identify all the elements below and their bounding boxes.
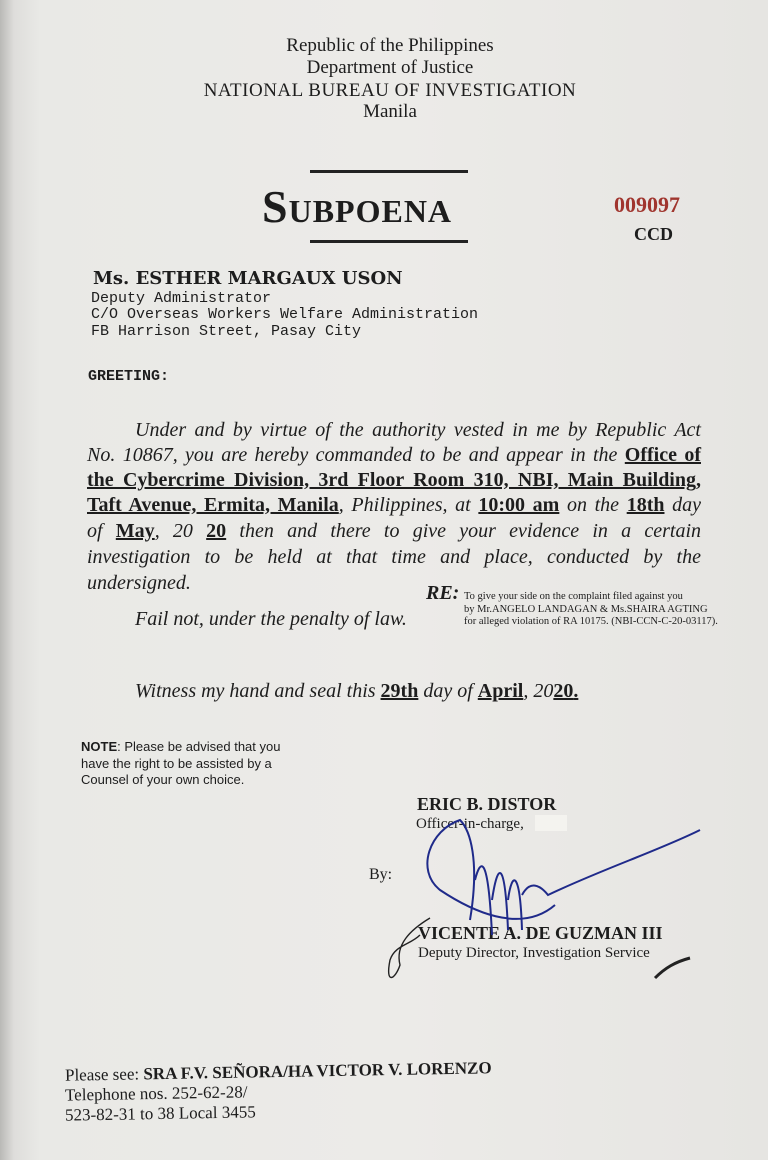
deputy-name: VICENTE A. DE GUZMAN III bbox=[418, 923, 663, 943]
body-text: , 20 bbox=[154, 520, 207, 542]
office-location: Office of bbox=[624, 444, 701, 466]
control-number: 009097 bbox=[614, 192, 680, 217]
header-republic: Republic of the Philippines bbox=[286, 35, 494, 56]
header-city: Manila bbox=[363, 101, 417, 122]
note-label: NOTE bbox=[81, 739, 118, 754]
office-code: CCD bbox=[634, 224, 673, 244]
appearance-month: May bbox=[115, 520, 155, 542]
deputy-title: Deputy Director, Investigation Service bbox=[418, 945, 650, 961]
office-location: Taft Avenue, Ermita, Manila bbox=[87, 494, 339, 516]
witness-text: . bbox=[573, 680, 579, 702]
re-label: RE: bbox=[426, 582, 460, 604]
re-line: by Mr.ANGELO LANDAGAN & Ms.SHAIRA AGTING bbox=[464, 604, 708, 615]
by-label: By: bbox=[369, 866, 393, 883]
witness-day: 29th bbox=[380, 680, 419, 702]
addressee-org: C/O Overseas Workers Welfare Administration bbox=[91, 306, 479, 323]
body-text: of bbox=[87, 520, 116, 542]
body-text: on the bbox=[559, 494, 627, 516]
addressee-address: FB Harrison Street, Pasay City bbox=[91, 323, 362, 340]
witness-text: , 20 bbox=[523, 680, 554, 702]
contact-telephone: Telephone nos. 252-62-28/ bbox=[64, 1082, 248, 1105]
signatory-name: ERIC B. DISTOR bbox=[417, 794, 557, 814]
appearance-day: 18th bbox=[626, 494, 665, 516]
witness-text: Witness my hand and seal this bbox=[135, 680, 381, 702]
document-title: Subpoena bbox=[262, 181, 453, 232]
fail-not-text: Fail not, under the penalty of law. bbox=[135, 608, 407, 630]
appearance-time: 10:00 am bbox=[478, 494, 560, 516]
body-text: , Philippines, at bbox=[338, 494, 479, 516]
body-text: No. 10867, you are hereby commanded to be and appear in the bbox=[87, 444, 625, 466]
re-line: for alleged violation of RA 10175. (NBI-CCN-C-20-03117). bbox=[464, 616, 718, 627]
body-text: day bbox=[664, 494, 701, 516]
note-text: Counsel of your own choice. bbox=[81, 772, 245, 787]
body-line: Under and by virtue of the authority vested in me by Republic Act bbox=[135, 419, 701, 441]
note-text: : Please be advised that you bbox=[117, 739, 281, 754]
contact-telephone: 523-82-31 to 38 Local 3455 bbox=[64, 1102, 256, 1125]
office-location: the Cybercrime Division, 3rd Floor Room 310, NBI, Main Building, bbox=[87, 469, 701, 491]
witness-text: day of bbox=[418, 680, 478, 702]
witness-month: April bbox=[477, 680, 524, 702]
appearance-year: 20 bbox=[206, 520, 227, 542]
body-line: undersigned. bbox=[87, 572, 191, 594]
header-department: Department of Justice bbox=[306, 57, 474, 78]
greeting: GREETING: bbox=[88, 368, 170, 385]
note-text: have the right to be assisted by a bbox=[81, 756, 272, 771]
header-nbi: NATIONAL BUREAU OF INVESTIGATION bbox=[203, 80, 577, 101]
body-text: then and there to give your evidence in a certain bbox=[226, 520, 702, 542]
body-line: investigation to be held at that time and place, conducted by the bbox=[87, 546, 701, 568]
contact-names: SRA F.V. SEÑORA/HA VICTOR V. LORENZO bbox=[143, 1058, 492, 1084]
signatory-title: Officer-in-charge, bbox=[416, 816, 524, 832]
re-line: To give your side on the complaint filed against you bbox=[464, 591, 683, 602]
addressee-name: Ms. ESTHER MARGAUX USON bbox=[93, 268, 403, 289]
witness-year: 20 bbox=[553, 680, 574, 702]
contact-label: Please see: bbox=[64, 1064, 144, 1085]
addressee-position: Deputy Administrator bbox=[91, 290, 272, 307]
